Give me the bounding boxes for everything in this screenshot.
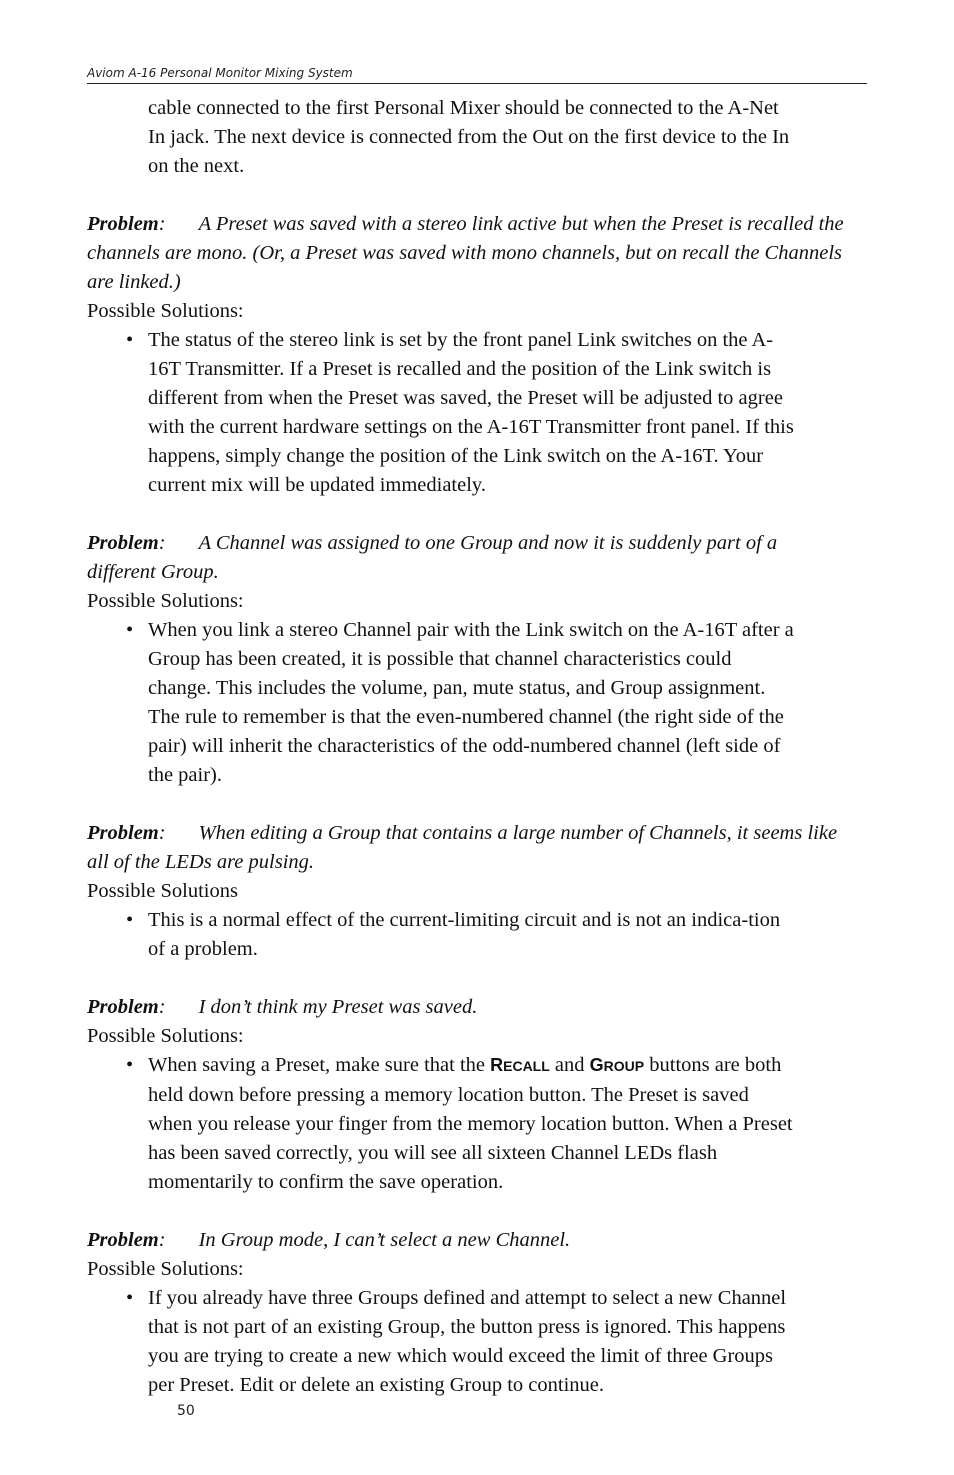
recall-button-name: RECALL	[490, 1055, 550, 1075]
page-number: 50	[177, 1403, 195, 1419]
solutions-heading: Possible Solutions:	[87, 300, 244, 322]
problem-label: Problem	[87, 532, 159, 554]
header-title: Aviom A-16 Personal Monitor Mixing System	[87, 66, 353, 80]
group-button-name: GROUP	[589, 1055, 645, 1075]
solution-item: • If you already have three Groups defined and attempt to select a new Channel that is not part of an existing Group, the button press is ignored. This happens you are trying to create a new which would exceed the limit of three Groups per Preset. Edit or delete an existing Group to continue.	[148, 1284, 798, 1400]
solutions-heading: Possible Solutions	[87, 880, 238, 902]
solutions-list	[87, 1051, 847, 1197]
problem-block	[87, 993, 847, 1197]
page-content	[87, 94, 847, 1400]
problem-label: Problem	[87, 822, 159, 844]
problem-block	[87, 1226, 847, 1400]
running-header	[87, 66, 867, 84]
solution-item: • When you link a stereo Channel pair with the Link switch on the A-16T after a Group has been created, it is possible that channel characteristics could change. This includes the volume, pan, mute status, and Group assignment. The rule to remember is that the even-numbered channel (the right side of the pair) will inherit the characteristics of the odd-numbered channel (left side of the pair).	[148, 616, 798, 790]
solutions-heading: Possible Solutions:	[87, 1025, 244, 1047]
problem-text: In Group mode, I can’t select a new Channel.	[198, 1229, 571, 1251]
problem-statement: Problem: When editing a Group that contains a large number of Channels, it seems like all of the LEDs are pulsing.	[87, 822, 838, 873]
problem-text: A Channel was assigned to one Group and now it is suddenly part of a different Group.	[87, 532, 778, 583]
continuation-paragraph: cable connected to the first Personal Mixer should be connected to the A-Net In jack. The next device is connected from the Out on the first device to the In on the next.	[148, 97, 790, 177]
solutions-heading: Possible Solutions:	[87, 1258, 244, 1280]
solutions-list	[87, 616, 847, 790]
problem-text: A Preset was saved with a stereo link active but when the Preset is recalled the channels are mono. (Or, a Preset was saved with mono channels, but on recall the Channels are linked.)	[87, 213, 844, 293]
problem-block	[87, 210, 847, 500]
problem-block	[87, 529, 847, 790]
solutions-heading: Possible Solutions:	[87, 590, 244, 612]
solution-item: • This is a normal effect of the current-limiting circuit and is not an indica-tion of a problem.	[148, 906, 798, 964]
problem-block	[87, 819, 847, 964]
problem-label: Problem	[87, 996, 159, 1018]
problem-statement: Problem: I don’t think my Preset was saved.	[87, 996, 478, 1018]
problem-statement: Problem: In Group mode, I can’t select a new Channel.	[87, 1229, 571, 1251]
problem-text: When editing a Group that contains a large number of Channels, it seems like all of the LEDs are pulsing.	[87, 822, 838, 873]
problem-statement: Problem: A Channel was assigned to one Group and now it is suddenly part of a different Group.	[87, 532, 778, 583]
solution-item: • The status of the stereo link is set by the front panel Link switches on the A-16T Transmitter. If a Preset is recalled and the position of the Link switch is different from when the Preset was saved, the Preset will be adjusted to agree with the current hardware settings on the A-16T Transmitter front panel. If this happens, simply change the position of the Link switch on the A-16T. Your current mix will be updated immediately.	[148, 326, 798, 500]
solutions-list	[87, 1284, 847, 1400]
solutions-list	[87, 906, 847, 964]
problem-text: I don’t think my Preset was saved.	[198, 996, 478, 1018]
solution-item: • When saving a Preset, make sure that the RECALL and GROUP buttons are both held down before pressing a memory location button. The Preset is saved when you release your finger from the memory location button. When a Preset has been saved correctly, you will see all sixteen Channel LEDs flash momentarily to confirm the save operation.	[148, 1051, 798, 1197]
solutions-list	[87, 326, 847, 500]
problem-label: Problem	[87, 1229, 159, 1251]
problem-label: Problem	[87, 213, 159, 235]
problem-statement: Problem: A Preset was saved with a stereo link active but when the Preset is recalled the channels are mono. (Or, a Preset was saved with mono channels, but on recall the Channels are linked.)	[87, 213, 844, 293]
